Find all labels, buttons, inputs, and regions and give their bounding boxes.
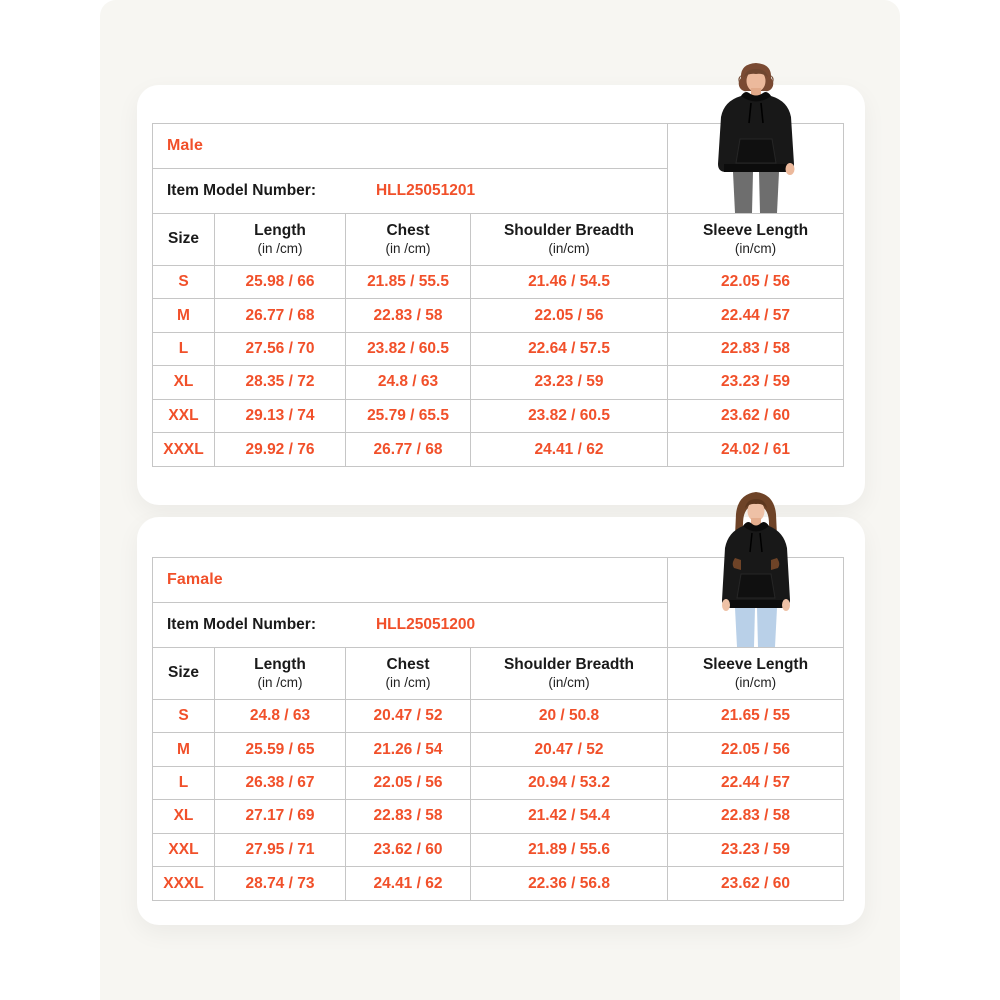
column-header-title: Chest xyxy=(386,656,430,674)
chest-value: 24.41 / 62 xyxy=(346,867,471,900)
length-value: 27.17 / 69 xyxy=(215,800,346,833)
length-value: 26.77 / 68 xyxy=(215,299,346,332)
shoulder-value: 24.41 / 62 xyxy=(471,433,668,466)
column-header-size xyxy=(153,648,215,700)
size-cell: M xyxy=(153,299,215,332)
column-header-unit: (in /cm) xyxy=(257,240,303,256)
model-number-row xyxy=(153,603,668,648)
size-cell: M xyxy=(153,733,215,766)
column-header-sleeve xyxy=(668,648,843,700)
female-size-chart-card xyxy=(137,517,865,925)
male-size-chart-card xyxy=(137,85,865,505)
size-cell: L xyxy=(153,333,215,366)
chest-value: 20.47 / 52 xyxy=(346,700,471,733)
size-cell: S xyxy=(153,266,215,299)
length-value: 29.92 / 76 xyxy=(215,433,346,466)
sleeve-value: 23.23 / 59 xyxy=(668,834,843,867)
column-header-title: Length xyxy=(254,222,306,240)
sleeve-value: 23.62 / 60 xyxy=(721,874,790,892)
length-value: 26.38 / 67 xyxy=(215,767,346,800)
size-cell: S xyxy=(153,700,215,733)
column-header-title: Shoulder Breadth xyxy=(503,222,635,240)
column-header-unit: (in/cm) xyxy=(734,240,777,256)
column-header-title: Size xyxy=(167,230,199,248)
shoulder-value: 22.05 / 56 xyxy=(471,299,668,332)
shoulder-value: 23.23 / 59 xyxy=(471,366,668,399)
sleeve-value: 23.62 / 60 xyxy=(668,400,843,433)
column-header-size xyxy=(153,214,215,266)
model-number-label: Item Model Number: xyxy=(167,182,316,199)
sleeve-value: 22.05 / 56 xyxy=(668,266,843,299)
model-number-value: HLL25051201 xyxy=(375,182,476,199)
chest-value: 23.82 / 60.5 xyxy=(346,333,471,366)
sleeve-value: 22.44 / 57 xyxy=(668,767,843,800)
shoulder-value: 20.94 / 53.2 xyxy=(471,767,668,800)
chest-value: 22.05 / 56 xyxy=(346,767,471,800)
female-model-photo-cell xyxy=(668,558,843,648)
column-header-length xyxy=(215,214,346,266)
sleeve-value: 24.02 / 61 xyxy=(721,440,790,458)
model-number-row xyxy=(153,169,668,214)
model-number-value: HLL25051200 xyxy=(375,616,476,633)
column-header-unit: (in /cm) xyxy=(385,240,431,256)
shoulder-value: 23.82 / 60.5 xyxy=(471,400,668,433)
length-value: 29.13 / 74 xyxy=(215,400,346,433)
size-cell: XXXL xyxy=(153,433,215,466)
male-model-photo-cell xyxy=(668,124,843,214)
length-value: 24.8 / 63 xyxy=(215,700,346,733)
length-value: 27.95 / 71 xyxy=(215,834,346,867)
column-header-shoulder xyxy=(471,648,668,700)
chest-value: 24.8 / 63 xyxy=(346,366,471,399)
chest-value: 21.26 / 54 xyxy=(346,733,471,766)
column-header-chest xyxy=(346,648,471,700)
table-title: Male xyxy=(153,124,668,169)
length-value: 28.74 / 73 xyxy=(215,867,346,900)
sleeve-value: 22.44 / 57 xyxy=(668,299,843,332)
column-header-title: Shoulder Breadth xyxy=(503,656,635,674)
chest-value: 26.77 / 68 xyxy=(346,433,471,466)
sleeve-value: 22.05 / 56 xyxy=(668,733,843,766)
column-header-title: Sleeve Length xyxy=(702,656,809,674)
shoulder-value: 22.36 / 56.8 xyxy=(471,867,668,900)
male-size-table xyxy=(152,123,844,467)
length-value: 25.98 / 66 xyxy=(215,266,346,299)
column-header-chest xyxy=(346,214,471,266)
length-value: 28.35 / 72 xyxy=(215,366,346,399)
column-header-unit: (in /cm) xyxy=(385,674,431,690)
size-cell: XL xyxy=(153,800,215,833)
shoulder-value: 21.89 / 55.6 xyxy=(471,834,668,867)
shoulder-value: 21.46 / 54.5 xyxy=(471,266,668,299)
column-header-title: Length xyxy=(254,656,306,674)
sleeve-value: 21.65 / 55 xyxy=(668,700,843,733)
sleeve-value: 23.23 / 59 xyxy=(668,366,843,399)
shoulder-value: 20 / 50.8 xyxy=(471,700,668,733)
column-header-unit: (in/cm) xyxy=(548,674,590,690)
table-title: Famale xyxy=(153,558,668,603)
chest-value: 22.83 / 58 xyxy=(346,800,471,833)
size-cell: XL xyxy=(153,366,215,399)
chest-value: 23.62 / 60 xyxy=(346,834,471,867)
column-header-title: Size xyxy=(167,664,199,682)
chest-value: 25.79 / 65.5 xyxy=(346,400,471,433)
column-header-title: Sleeve Length xyxy=(702,222,809,240)
column-header-unit: (in/cm) xyxy=(548,240,590,256)
shoulder-value: 21.42 / 54.4 xyxy=(471,800,668,833)
female-size-table xyxy=(152,557,844,901)
shoulder-value: 22.64 / 57.5 xyxy=(471,333,668,366)
model-number-label: Item Model Number: xyxy=(167,616,316,633)
sleeve-value: 22.83 / 58 xyxy=(668,333,843,366)
chest-value: 21.85 / 55.5 xyxy=(346,266,471,299)
shoulder-value: 20.47 / 52 xyxy=(471,733,668,766)
chest-value: 22.83 / 58 xyxy=(346,299,471,332)
sleeve-value: 22.83 / 58 xyxy=(668,800,843,833)
column-header-title: Chest xyxy=(386,222,430,240)
size-cell: XXXL xyxy=(153,867,215,900)
column-header-sleeve xyxy=(668,214,843,266)
column-header-length xyxy=(215,648,346,700)
length-value: 27.56 / 70 xyxy=(215,333,346,366)
column-header-shoulder xyxy=(471,214,668,266)
length-value: 25.59 / 65 xyxy=(215,733,346,766)
column-header-unit: (in/cm) xyxy=(734,674,777,690)
size-cell: XXL xyxy=(153,400,215,433)
size-cell: L xyxy=(153,767,215,800)
size-cell: XXL xyxy=(153,834,215,867)
column-header-unit: (in /cm) xyxy=(257,674,303,690)
